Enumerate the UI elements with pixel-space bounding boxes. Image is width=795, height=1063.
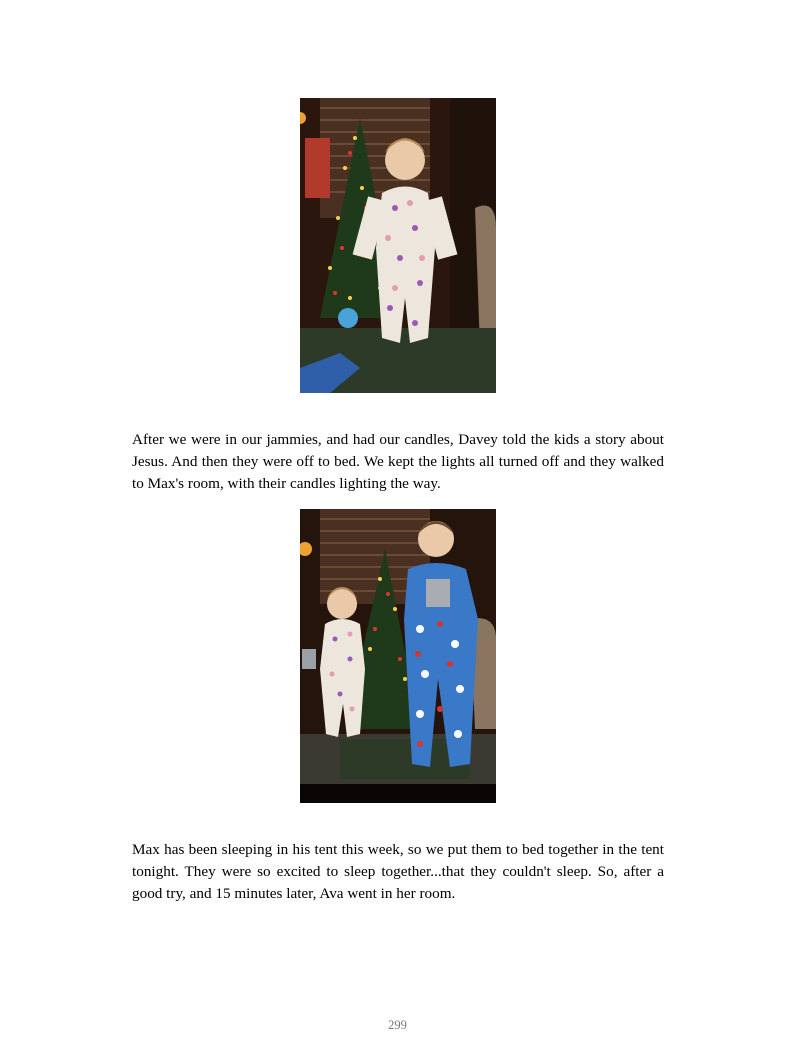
page-number: 299 <box>388 1018 407 1032</box>
paragraph-candles-story: After we were in our jammies, and had our candles, Davey told the kids a story about Jesus. And then they were off to bed. We kept the lights all turned off and they walked to Max's room, with their candles lighting the way. <box>132 431 664 492</box>
photo-kids-with-candles <box>300 509 496 803</box>
paragraph-tent-sleepover: Max has been sleeping in his tent this week, so we put them to bed together in the tent tonight. They were so excited to sleep together...that they couldn't sleep. So, after a good try, and 15 minutes later, Ava went in her room. <box>132 841 664 902</box>
photo-girl-by-christmas-tree <box>300 98 496 393</box>
